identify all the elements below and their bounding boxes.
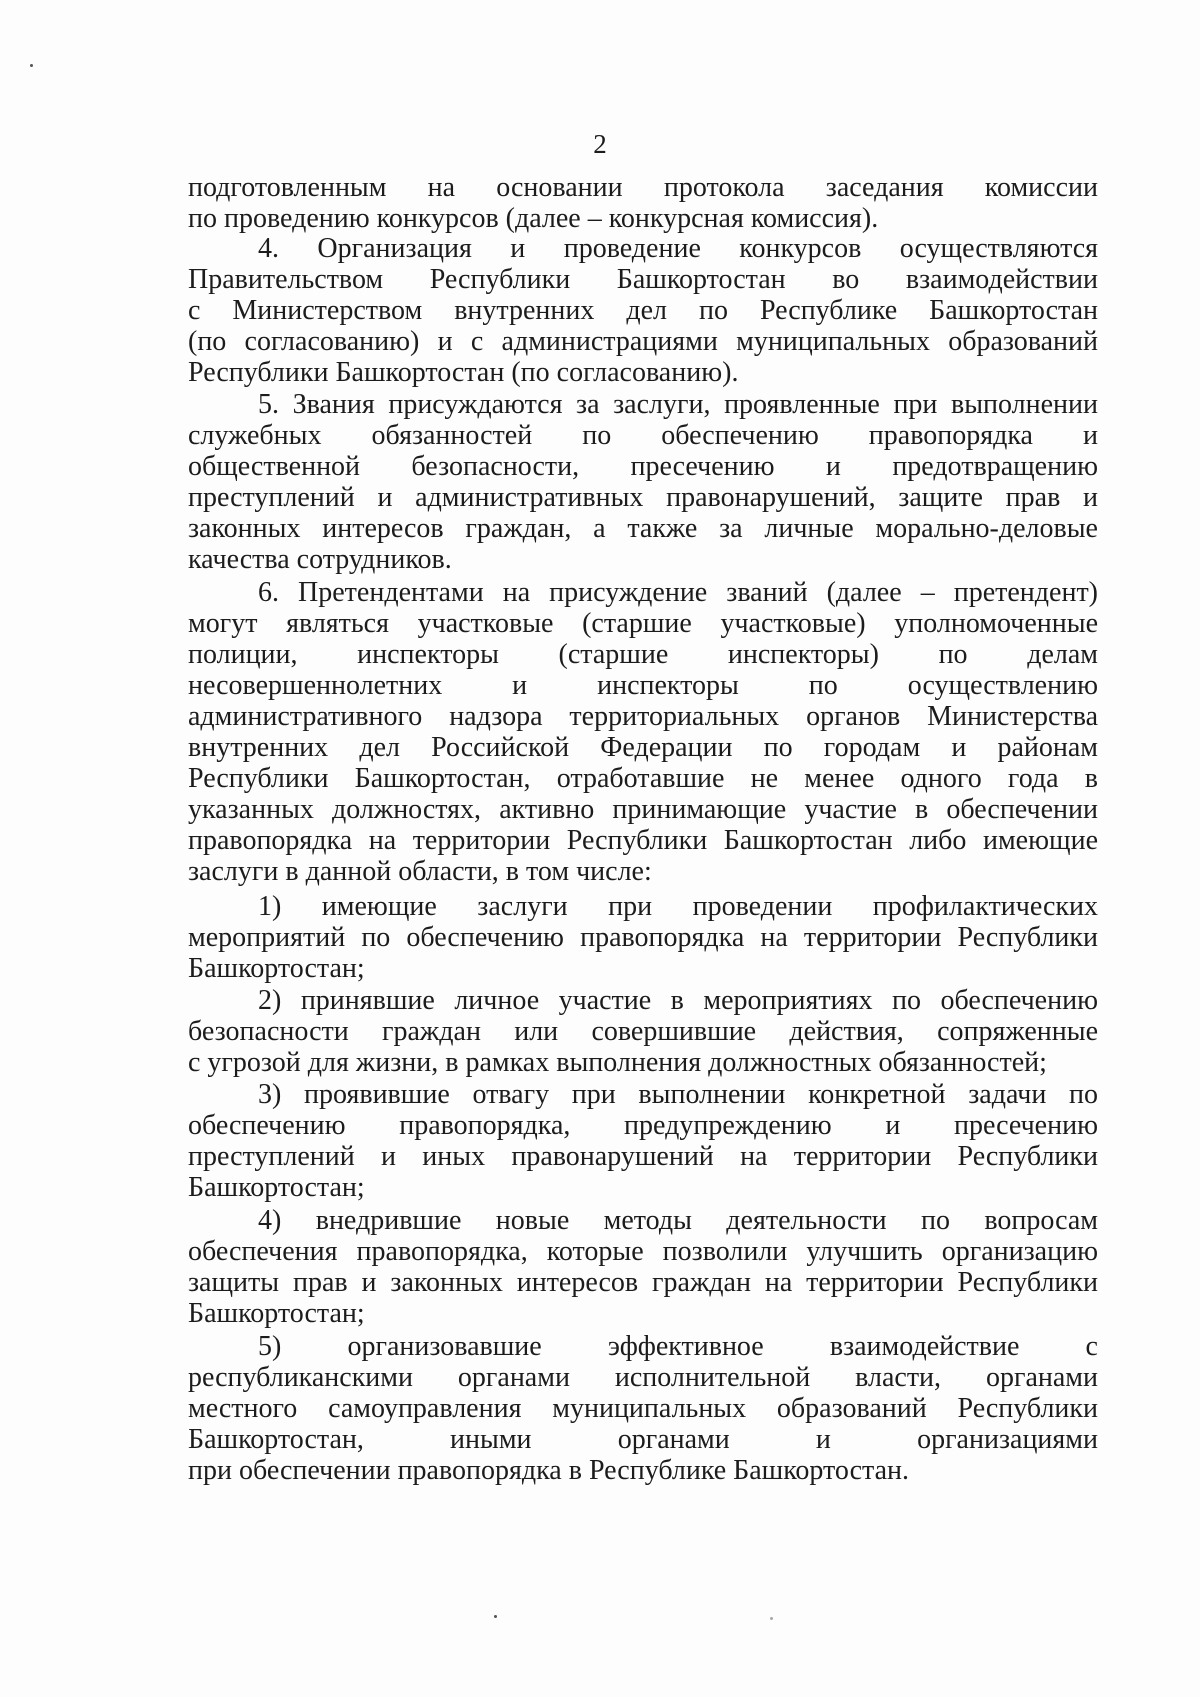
paragraph-1: [188, 172, 1098, 234]
text-line: Башкортостан;: [188, 953, 365, 984]
text-line: с Министерством внутренних дел по Республике Башкортостан: [188, 295, 1098, 326]
text-line: правопорядка на территории Республики Башкортостан либо имеющие: [188, 825, 1098, 856]
text-line: обеспечению правопорядка, предупреждению и пресечению: [188, 1110, 1098, 1141]
text-line: местного самоуправления муниципальных образований Республики: [188, 1393, 1098, 1424]
text-line: 3) проявившие отвагу при выполнении конкретной задачи по: [258, 1079, 1098, 1110]
subitem-2: [188, 985, 1098, 1078]
page-number: 2: [593, 129, 607, 159]
text-line: полиции, инспекторы (старшие инспекторы) по делам: [188, 639, 1098, 670]
subitem-1: [188, 891, 1098, 984]
scan-speck: [30, 64, 33, 67]
text-line: 4. Организация и проведение конкурсов осуществляются: [258, 233, 1098, 264]
subitem-3: [188, 1079, 1098, 1203]
text-line: административного надзора территориальных органов Министерства: [188, 701, 1098, 732]
text-line: несовершеннолетних и инспекторы по осуществлению: [188, 670, 1098, 701]
scan-speck: [494, 1615, 497, 1618]
text-line: 1) имеющие заслуги при проведении профилактических: [258, 891, 1098, 922]
text-line: Башкортостан;: [188, 1172, 365, 1203]
text-line: (по согласованию) и с администрациями муниципальных образований: [188, 326, 1098, 357]
text-line: указанных должностях, активно принимающие участие в обеспечении: [188, 794, 1098, 825]
text-line: могут являться участковые (старшие участковые) уполномоченные: [188, 608, 1098, 639]
text-line: законных интересов граждан, а также за личные морально-деловые: [188, 513, 1098, 544]
paragraph-item-6: [188, 577, 1098, 887]
text-line: обеспечения правопорядка, которые позволили улучшить организацию: [188, 1236, 1098, 1267]
text-line: безопасности граждан или совершившие действия, сопряженные: [188, 1016, 1098, 1047]
text-line: по проведению конкурсов (далее – конкурсная комиссия).: [188, 203, 879, 234]
text-line: республиканскими органами исполнительной власти, органами: [188, 1362, 1098, 1393]
text-line: заслуги в данной области, в том числе:: [188, 856, 652, 887]
text-line: подготовленным на основании протокола заседания комиссии: [188, 172, 1098, 203]
text-line: Башкортостан, иными органами и организациями: [188, 1424, 1098, 1455]
text-line: качества сотрудников.: [188, 544, 452, 575]
text-line: 2) принявшие личное участие в мероприятиях по обеспечению: [258, 985, 1098, 1016]
paragraph-item-4: [188, 233, 1098, 388]
text-line: внутренних дел Российской Федерации по городам и районам: [188, 732, 1098, 763]
text-line: Правительством Республики Башкортостан во взаимодействии: [188, 264, 1098, 295]
text-line: 5) организовавшие эффективное взаимодействие с: [258, 1331, 1098, 1362]
subitem-5: [188, 1331, 1098, 1486]
text-line: 4) внедрившие новые методы деятельности по вопросам: [258, 1205, 1098, 1236]
text-line: преступлений и административных правонарушений, защите прав и: [188, 482, 1098, 513]
text-line: Республики Башкортостан, отработавшие не менее одного года в: [188, 763, 1098, 794]
text-line: общественной безопасности, пресечению и предотвращению: [188, 451, 1098, 482]
text-line: Республики Башкортостан (по согласованию).: [188, 357, 739, 388]
text-line: 5. Звания присуждаются за заслуги, проявленные при выполнении: [258, 389, 1098, 420]
text-line: служебных обязанностей по обеспечению правопорядка и: [188, 420, 1098, 451]
text-line: преступлений и иных правонарушений на территории Республики: [188, 1141, 1098, 1172]
text-line: защиты прав и законных интересов граждан на территории Республики: [188, 1267, 1098, 1298]
text-line: при обеспечении правопорядка в Республике Башкортостан.: [188, 1455, 910, 1486]
text-line: мероприятий по обеспечению правопорядка на территории Республики: [188, 922, 1098, 953]
paragraph-item-5: [188, 389, 1098, 575]
subitem-4: [188, 1205, 1098, 1329]
text-line: 6. Претендентами на присуждение званий (далее – претендент): [258, 577, 1098, 608]
scan-speck: [770, 1617, 773, 1620]
text-line: с угрозой для жизни, в рамках выполнения должностных обязанностей;: [188, 1047, 1047, 1078]
text-line: Башкортостан;: [188, 1298, 365, 1329]
